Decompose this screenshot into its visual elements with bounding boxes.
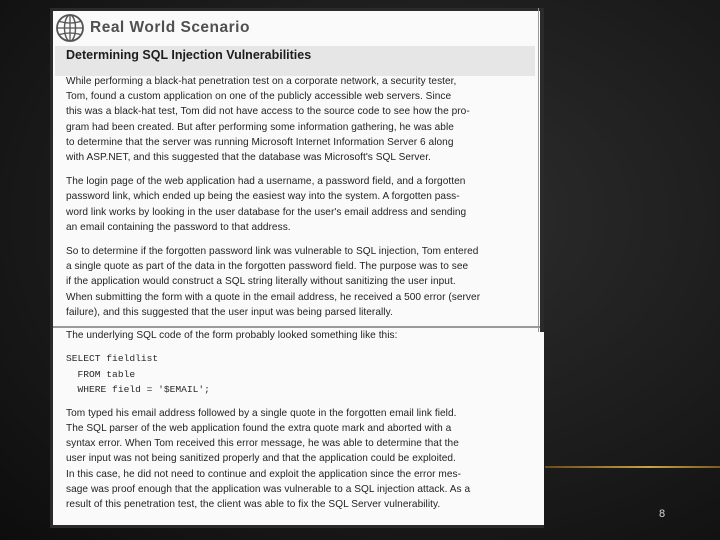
code-line: SELECT fieldlist	[66, 353, 159, 365]
text-line: gram had been created. But after performing some information gathering, he was able	[66, 121, 454, 133]
body-top	[66, 74, 536, 329]
frame-bottom	[50, 525, 544, 528]
code-line: FROM table	[66, 368, 136, 380]
header-title: Real World Scenario	[90, 19, 250, 36]
text-line: Tom typed his email address followed by a single quote in the forgotten email link field.	[66, 407, 457, 419]
text-line: user input was not being sanitized properly and that the application could be exploited.	[66, 453, 456, 465]
frame-right	[540, 8, 544, 332]
text-line: In this case, he did not need to continue and exploit the application since the error mes-	[66, 468, 462, 480]
text-line: a single quote as part of the data in the forgotten password field. The purpose was to see	[66, 261, 469, 273]
paragraph-1	[66, 74, 536, 165]
frame-right-inner	[538, 8, 539, 332]
text-line: failure), and this suggested that the user input was being parsed literally.	[66, 306, 393, 318]
scanned-page	[50, 8, 544, 528]
text-line: to determine that the server was running Microsoft Internet Information Server 6 along	[66, 136, 454, 148]
body-bottom	[66, 328, 536, 521]
text-line: this was a black-hat test, Tom did not have access to the source code to see how the pro-	[66, 106, 470, 118]
text-line: So to determine if the forgotten password link was vulnerable to SQL injection, Tom entered	[66, 246, 479, 258]
text-line: syntax error. When Tom received this error message, he was able to determine that the	[66, 438, 459, 450]
text-line: word link works by looking in the user database for the user's email address and sending	[66, 206, 467, 218]
section-title: Determining SQL Injection Vulnerabilities	[66, 48, 312, 62]
text-line: Tom, found a custom application on one of the publicly accessible web servers. Since	[66, 91, 452, 103]
text-line: When submitting the form with a quote in the email address, he received a 500 error (server	[66, 291, 481, 303]
accent-line	[545, 466, 720, 468]
slide-number: 8	[658, 508, 666, 520]
text-line: The SQL parser of the web application found the extra quote mark and aborted with a	[66, 422, 452, 434]
globe-icon	[55, 13, 85, 43]
paragraph-2	[66, 174, 536, 235]
text-line: with ASP.NET, and this suggested that the database was Microsoft's SQL Server.	[66, 152, 431, 164]
text-line: sage was proof enough that the application was vulnerable to a SQL injection attack. As a	[66, 483, 471, 495]
text-line: an email containing the password to that address.	[66, 221, 291, 233]
code-line: WHERE field = '$EMAIL';	[66, 384, 210, 396]
text-line: result of this penetration test, the client was able to fix the SQL Server vulnerability.	[66, 498, 441, 510]
text-line: if the application would construct a SQL string literally without sanitizing the user input.	[66, 276, 456, 288]
sql-code-block	[66, 351, 536, 398]
sidebar-header	[55, 11, 250, 45]
code-intro: The underlying SQL code of the form probably looked something like this:	[66, 330, 398, 341]
paragraph-3	[66, 244, 536, 320]
paragraph-4	[66, 406, 536, 512]
frame-left	[50, 8, 53, 528]
text-line: The login page of the web application had a username, a password field, and a forgotten	[66, 176, 466, 188]
text-line: password link, which ended up being the easiest way into the system. A forgotten pass-	[66, 191, 460, 203]
text-line: While performing a black-hat penetration test on a corporate network, a security tester,	[66, 76, 457, 87]
